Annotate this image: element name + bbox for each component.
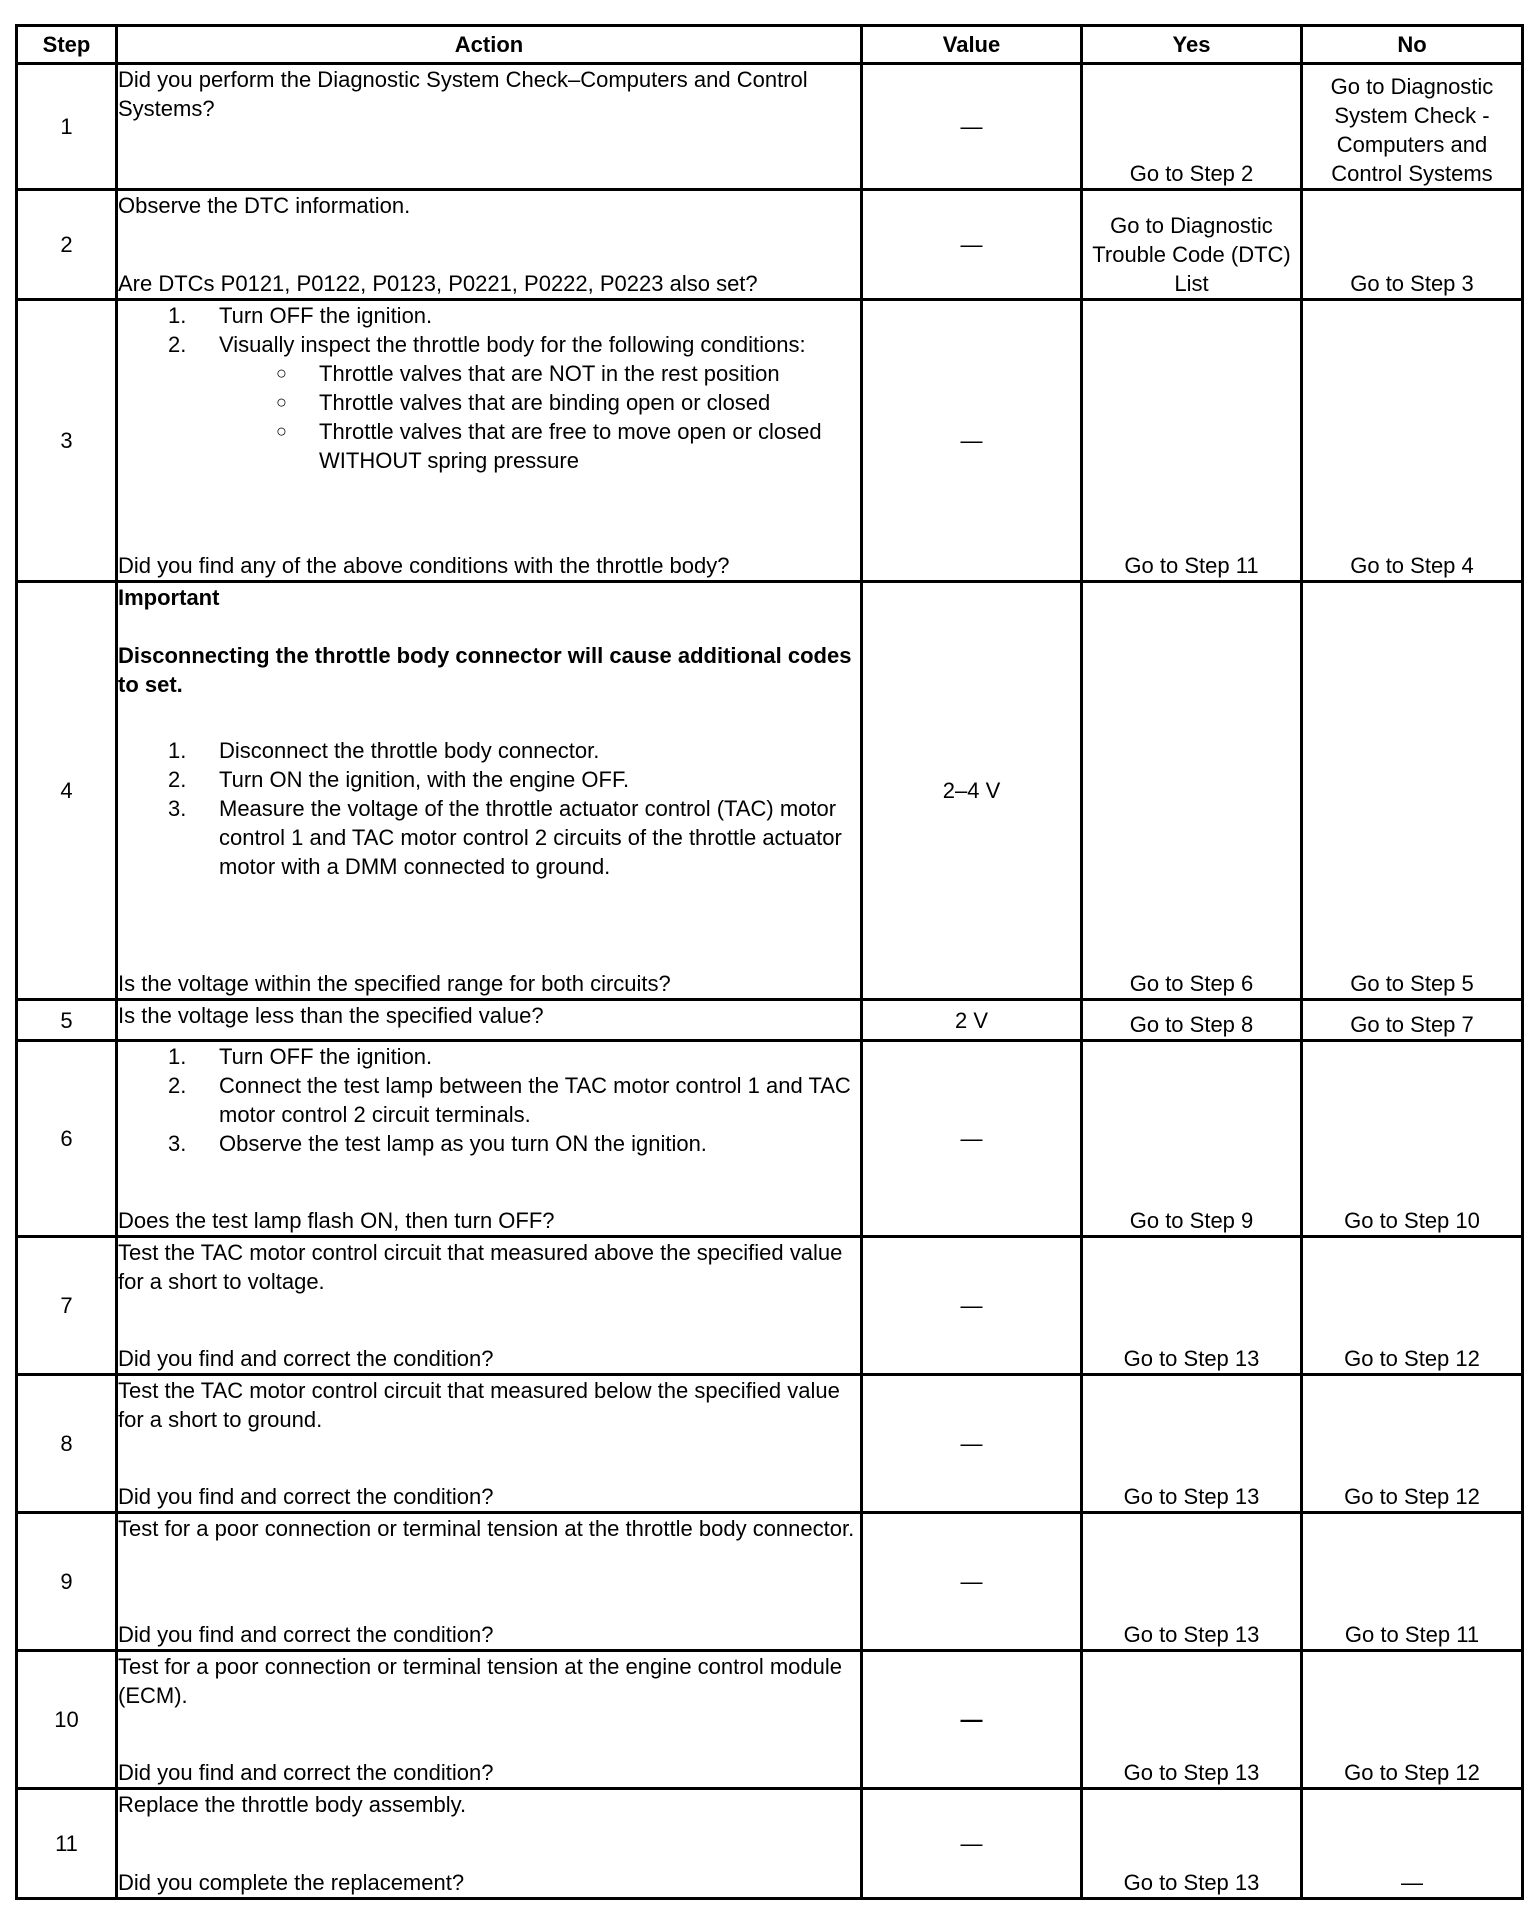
table-row: [17, 1375, 1523, 1513]
action-question: Did you find and correct the condition?: [118, 1484, 494, 1509]
list-item: 1. Disconnect the throttle body connector.: [168, 738, 600, 763]
table-row: [17, 582, 1523, 1000]
yes-cell: Go to Step 6: [1082, 582, 1302, 1000]
no-cell: Go to Step 3: [1302, 190, 1523, 300]
action-cell: [117, 1000, 862, 1041]
condition-list: [118, 359, 860, 475]
list-item: 1. Turn OFF the ignition.: [168, 1044, 433, 1069]
step-number: 9: [17, 1513, 117, 1651]
list-item: 1. Turn OFF the ignition.: [168, 303, 433, 328]
no-cell: Go to Step 5: [1302, 582, 1523, 1000]
table-row: [17, 190, 1523, 300]
diagnostic-table: [15, 24, 1524, 1900]
action-question: Are DTCs P0121, P0122, P0123, P0221, P0222, P0223 also set?: [118, 271, 758, 296]
table-row: [17, 1000, 1523, 1041]
step-text: Turn OFF the ignition.: [219, 303, 433, 328]
no-cell: —: [1302, 1789, 1523, 1899]
action-cell: [117, 1513, 862, 1651]
value-cell: —: [862, 190, 1082, 300]
value-cell: —: [862, 64, 1082, 190]
no-cell: Go to Step 12: [1302, 1651, 1523, 1789]
yes-cell: Go to Step 11: [1082, 300, 1302, 582]
table-row: [17, 1041, 1523, 1237]
yes-cell: Go to Step 13: [1082, 1651, 1302, 1789]
action-cell: [117, 1041, 862, 1237]
action-question: Did you find any of the above conditions with the throttle body?: [118, 553, 730, 578]
yes-cell: Go to Step 8: [1082, 1000, 1302, 1041]
value-cell: —: [862, 1513, 1082, 1651]
value-cell: —: [862, 300, 1082, 582]
yes-cell: Go to Step 9: [1082, 1041, 1302, 1237]
condition-text: Throttle valves that are NOT in the rest position: [319, 361, 780, 386]
no-cell: Go to Step 10: [1302, 1041, 1523, 1237]
action-text: Replace the throttle body assembly.: [118, 1792, 467, 1817]
no-cell: Go to Step 4: [1302, 300, 1523, 582]
action-cell: [117, 190, 862, 300]
header-no: No: [1302, 26, 1523, 64]
table-row: [17, 1237, 1523, 1375]
list-item: [118, 359, 860, 388]
action-question: Did you find and correct the condition?: [118, 1622, 494, 1647]
value-cell: —: [862, 1237, 1082, 1375]
action-text: Did you perform the Diagnostic System Check–Computers and Control Systems?: [118, 67, 808, 121]
action-text: Test the TAC motor control circuit that measured below the specified value for a short to ground.: [118, 1378, 840, 1432]
yes-cell: Go to Step 13: [1082, 1513, 1302, 1651]
action-text: Observe the DTC information.: [118, 193, 411, 218]
yes-cell: Go to Step 2: [1082, 64, 1302, 190]
list-item: 2. Connect the test lamp between the TAC motor control 1 and TAC motor control 2 circuit terminals.: [168, 1073, 851, 1127]
no-cell: Go to Step 11: [1302, 1513, 1523, 1651]
step-number: 8: [17, 1375, 117, 1513]
step-text: Visually inspect the throttle body for the following conditions:: [219, 332, 806, 357]
action-text: Is the voltage less than the specified value?: [118, 1003, 544, 1028]
step-number: 2: [17, 190, 117, 300]
yes-cell: Go to Step 13: [1082, 1789, 1302, 1899]
no-cell: Go to Step 7: [1302, 1000, 1523, 1041]
important-heading: Important: [118, 585, 220, 610]
step-number: 1: [17, 64, 117, 190]
procedure-list: [118, 1042, 860, 1158]
yes-cell: Go to Diagnostic Trouble Code (DTC) List: [1082, 190, 1302, 300]
action-cell: [117, 1789, 862, 1899]
list-item: 3. Measure the voltage of the throttle actuator control (TAC) motor control 1 and TAC motor control 2 circuits of the throttle actuator motor with a DMM connected to ground.: [168, 796, 842, 879]
no-cell: Go to Step 12: [1302, 1237, 1523, 1375]
action-question: Did you complete the replacement?: [118, 1870, 465, 1895]
table-row: [17, 64, 1523, 190]
list-item: 2. Turn ON the ignition, with the engine OFF.: [168, 767, 630, 792]
header-row: [17, 26, 1523, 64]
action-cell: [117, 300, 862, 582]
step-text: Turn ON the ignition, with the engine OFF.: [219, 767, 630, 792]
value-cell: —: [862, 1651, 1082, 1789]
condition-text: Throttle valves that are binding open or closed: [319, 390, 771, 415]
header-action: Action: [117, 26, 862, 64]
action-cell: [117, 582, 862, 1000]
action-cell: [117, 64, 862, 190]
yes-cell: Go to Step 13: [1082, 1375, 1302, 1513]
action-cell: [117, 1375, 862, 1513]
list-item: [118, 417, 860, 475]
step-number: 11: [17, 1789, 117, 1899]
procedure-list: [118, 301, 860, 475]
table-row: [17, 1789, 1523, 1899]
action-cell: [117, 1237, 862, 1375]
table-row: [17, 1513, 1523, 1651]
table-row: [17, 1651, 1523, 1789]
header-step: Step: [17, 26, 117, 64]
list-item: 3. Observe the test lamp as you turn ON the ignition.: [168, 1131, 707, 1156]
step-text: Observe the test lamp as you turn ON the ignition.: [219, 1131, 707, 1156]
no-cell: Go to Step 12: [1302, 1375, 1523, 1513]
circle-bullet-icon: ○: [276, 363, 287, 383]
header-value: Value: [862, 26, 1082, 64]
step-number: 4: [17, 582, 117, 1000]
step-text: Connect the test lamp between the TAC motor control 1 and TAC motor control 2 circuit terminals.: [219, 1073, 851, 1127]
yes-cell: Go to Step 13: [1082, 1237, 1302, 1375]
action-text: Test the TAC motor control circuit that measured above the specified value for a short to voltage.: [118, 1240, 843, 1294]
action-question: Did you find and correct the condition?: [118, 1346, 494, 1371]
value-cell: —: [862, 1789, 1082, 1899]
header-yes: Yes: [1082, 26, 1302, 64]
value-cell: —: [862, 1041, 1082, 1237]
value-cell: —: [862, 1375, 1082, 1513]
step-text: Turn OFF the ignition.: [219, 1044, 433, 1069]
step-number: 5: [17, 1000, 117, 1041]
procedure-list: [118, 736, 860, 881]
important-note: Disconnecting the throttle body connector will cause additional codes to set.: [118, 643, 852, 697]
step-text: Measure the voltage of the throttle actuator control (TAC) motor control 1 and TAC motor control 2 circuits of the throttle actuator motor with a DMM connected to ground.: [219, 796, 842, 879]
circle-bullet-icon: ○: [276, 392, 287, 412]
action-cell: [117, 1651, 862, 1789]
action-text: Test for a poor connection or terminal tension at the throttle body connector.: [118, 1516, 855, 1541]
list-item: [118, 388, 860, 417]
circle-bullet-icon: ○: [276, 421, 287, 441]
action-text: Test for a poor connection or terminal tension at the engine control module (ECM).: [118, 1654, 842, 1708]
step-number: 3: [17, 300, 117, 582]
no-cell: Go to Diagnostic System Check - Computers and Control Systems: [1302, 64, 1523, 190]
action-question: Did you find and correct the condition?: [118, 1760, 494, 1785]
step-text: Disconnect the throttle body connector.: [219, 738, 600, 763]
step-number: 6: [17, 1041, 117, 1237]
list-item: 2. Visually inspect the throttle body for the following conditions: ○ Throttle valves that are NOT in the rest position ○ Throttle valves that are binding open or closed ○ Throttle valves that are free to move open or closed WITHOUT spring pressure: [118, 330, 860, 475]
action-question: Is the voltage within the specified range for both circuits?: [118, 971, 671, 996]
condition-text: Throttle valves that are free to move open or closed WITHOUT spring pressure: [319, 419, 822, 473]
step-number: 10: [17, 1651, 117, 1789]
action-question: Does the test lamp flash ON, then turn OFF?: [118, 1208, 555, 1233]
table-row: [17, 300, 1523, 582]
value-cell: 2–4 V: [862, 582, 1082, 1000]
value-cell: 2 V: [862, 1000, 1082, 1041]
step-number: 7: [17, 1237, 117, 1375]
